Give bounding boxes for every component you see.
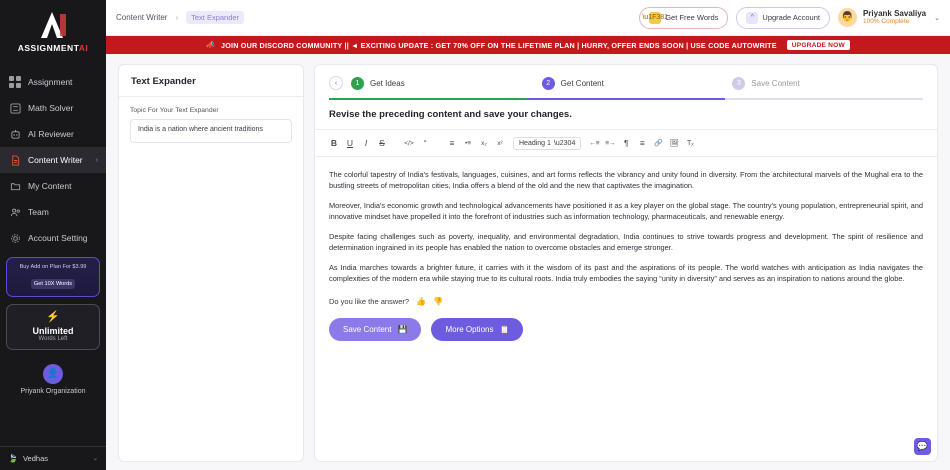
robot-icon bbox=[9, 128, 21, 140]
leaf-icon: 🍃 bbox=[8, 454, 18, 463]
step-indicator bbox=[315, 65, 937, 90]
logo[interactable] bbox=[0, 0, 106, 61]
promo-banner[interactable] bbox=[106, 36, 950, 54]
chevron-down-icon: ⌄ bbox=[92, 456, 98, 462]
sidebar bbox=[0, 0, 106, 470]
paragraph: Despite facing challenges such as poverty, inequality, and environmental degradation, India continues to strive towards progress and development. The spirit of resilience and determination ingrained in its people has enabled the nation to overcome obstacles and emerge stronger. bbox=[329, 231, 923, 253]
panel-body bbox=[119, 97, 303, 153]
toolbar-separator bbox=[434, 136, 443, 150]
sidebar-item-label: Assignment bbox=[28, 77, 73, 87]
topbar-actions bbox=[639, 7, 940, 29]
user-name: Priyank Savaliya bbox=[862, 8, 927, 18]
paragraph: As India marches towards a brighter future, it carries with it the wisdom of its past and the aspirations of its people. The world watches with anticipation as India navigates the complexities of the modern era while staying true to its cultural roots. India truly embodies the saying “unity in diversity” and serves as an inspiration to nations around the globe. bbox=[329, 262, 923, 284]
get-free-words-label: Get Free Words bbox=[665, 13, 719, 22]
logo-text: ASSIGNMENTAI bbox=[17, 43, 89, 53]
step-label: Get Content bbox=[560, 78, 604, 88]
topbar bbox=[106, 0, 950, 36]
step-get-ideas[interactable] bbox=[351, 77, 542, 90]
people-icon bbox=[9, 206, 21, 218]
more-options-label: More Options bbox=[445, 324, 494, 334]
chevron-down-icon: \u2304 bbox=[553, 139, 576, 147]
save-content-button[interactable] bbox=[329, 318, 421, 341]
addon-promo-line1: Buy Add on Plan For $3.99 bbox=[19, 264, 87, 270]
workspace-switcher[interactable] bbox=[0, 446, 106, 470]
align-center-icon[interactable]: ≡ bbox=[639, 138, 645, 148]
chevron-right-icon: › bbox=[95, 156, 98, 164]
panel-title: Text Expander bbox=[131, 76, 196, 87]
editor-toolbar bbox=[315, 130, 937, 157]
promo-banner-text: JOIN OUR DISCORD COMMUNITY || ◄ EXCITING UPDATE : GET 70% OFF ON THE LIFETIME PLAN | HURRY, OFFER ENDS SOON | USE CODE AUTOWRITE bbox=[221, 40, 777, 50]
logo-mark-icon bbox=[30, 10, 76, 40]
workspace-label: Vedhas bbox=[22, 454, 48, 463]
sidebar-item-account-setting[interactable] bbox=[0, 225, 106, 251]
gear-icon bbox=[9, 232, 21, 244]
content-area bbox=[106, 54, 950, 470]
link-icon[interactable]: 🔗 bbox=[653, 140, 663, 147]
breadcrumb-current: Text Expander bbox=[186, 11, 244, 24]
underline-icon[interactable]: U bbox=[346, 138, 354, 148]
rocket-icon: ^ bbox=[746, 12, 758, 24]
editor-document[interactable] bbox=[315, 157, 937, 293]
addon-promo-cta: Get 10X Words bbox=[31, 279, 75, 289]
organization-avatar: 👤 bbox=[43, 364, 63, 384]
heading-select[interactable] bbox=[513, 137, 581, 150]
sidebar-item-label: Math Solver bbox=[28, 103, 74, 113]
more-options-button[interactable] bbox=[431, 318, 523, 341]
document-icon bbox=[9, 154, 21, 166]
lightning-icon: ⚡ bbox=[46, 310, 60, 323]
editor-actions bbox=[315, 306, 937, 355]
thumb-down-icon[interactable]: 👎 bbox=[433, 296, 443, 306]
step-get-content[interactable] bbox=[542, 77, 733, 90]
calculator-icon bbox=[9, 102, 21, 114]
words-left-card bbox=[6, 304, 100, 350]
step-number: 3 bbox=[732, 77, 745, 90]
sidebar-item-label: Team bbox=[28, 207, 49, 217]
italic-icon[interactable]: I bbox=[364, 138, 368, 148]
text-expander-panel bbox=[118, 64, 304, 462]
sidebar-item-label: AI Reviewer bbox=[28, 129, 74, 139]
avatar: 👨 bbox=[838, 8, 857, 27]
strikethrough-icon[interactable]: S bbox=[379, 138, 385, 148]
organization-name: Priyank Organization bbox=[20, 387, 86, 395]
user-status: 100% Complete bbox=[862, 18, 910, 26]
upgrade-account-button[interactable] bbox=[736, 7, 830, 29]
thumb-up-icon[interactable]: 👍 bbox=[416, 296, 427, 306]
words-left-amount: Unlimited bbox=[32, 325, 74, 336]
superscript-icon[interactable]: x² bbox=[497, 139, 503, 147]
editor-title: Revise the preceding content and save your changes. bbox=[329, 109, 572, 120]
sidebar-item-label: Account Setting bbox=[28, 233, 88, 243]
bullet-list-icon[interactable]: •≡ bbox=[464, 139, 472, 147]
sidebar-item-my-content[interactable] bbox=[0, 173, 106, 199]
paragraph: The colorful tapestry of India's festivals, languages, cuisines, and art forms reflects the vibrancy and unity found in diversity. From the architectural marvels of the Mughal era to the bustling streets of metropolitan cities, India offers a blend of the old and the new that captivates the imagination. bbox=[329, 170, 923, 191]
megaphone-icon: 📣 bbox=[206, 42, 216, 49]
ordered-list-icon[interactable]: ≡ bbox=[449, 138, 455, 148]
sidebar-item-label: Content Writer bbox=[28, 155, 83, 165]
organization-block[interactable] bbox=[0, 364, 106, 395]
gift-icon: \u1F381 bbox=[649, 12, 661, 24]
sidebar-item-math-solver[interactable] bbox=[0, 95, 106, 121]
code-icon[interactable]: </> bbox=[404, 139, 414, 147]
paragraph: Moreover, India's economic growth and technological advancements have positioned it as a key player on the global stage. The country's young population, entrepreneurial spirit, and innovative mindset have propelled it into the forefront of industries such as information technology, pharmaceuticals, and renewable energy. bbox=[329, 200, 923, 222]
sidebar-item-team[interactable] bbox=[0, 199, 106, 225]
step-label: Get Ideas bbox=[370, 78, 405, 88]
clipboard-icon: 📋 bbox=[499, 324, 510, 334]
heading-select-value: Heading 1 bbox=[519, 139, 551, 147]
save-content-label: Save Content bbox=[343, 324, 392, 334]
step-number: 1 bbox=[351, 77, 364, 90]
image-icon[interactable]: 🖼 bbox=[669, 140, 679, 147]
chevron-down-icon: ⌄ bbox=[934, 14, 940, 22]
grid-icon bbox=[9, 76, 21, 88]
subscript-icon[interactable]: x₂ bbox=[481, 139, 487, 147]
back-button[interactable]: ‹ bbox=[329, 76, 343, 90]
sidebar-nav bbox=[0, 69, 106, 251]
user-menu[interactable] bbox=[838, 8, 940, 27]
breadcrumb-root[interactable]: Content Writer bbox=[116, 13, 168, 22]
bold-icon[interactable]: B bbox=[330, 138, 338, 148]
toolbar-separator bbox=[391, 136, 400, 150]
get-free-words-button[interactable] bbox=[639, 7, 728, 29]
feedback-row bbox=[315, 293, 937, 306]
editor-card bbox=[314, 64, 938, 462]
paragraph-icon[interactable]: ¶ bbox=[624, 138, 629, 148]
feedback-question: Do you like the answer? bbox=[329, 296, 410, 306]
topic-field-label: Topic For Your Text Expander bbox=[130, 107, 219, 114]
topic-input[interactable]: India is a nation where ancient traditions bbox=[130, 119, 292, 143]
main-area bbox=[106, 0, 950, 470]
sidebar-item-assignment[interactable] bbox=[0, 69, 106, 95]
save-icon: 💾 bbox=[397, 324, 408, 334]
addon-promo-card[interactable] bbox=[6, 257, 100, 297]
sidebar-item-label: My Content bbox=[28, 181, 72, 191]
step-save-content[interactable] bbox=[732, 77, 923, 90]
step-label: Save Content bbox=[751, 78, 800, 88]
folder-icon bbox=[9, 180, 21, 192]
clear-format-icon[interactable]: Tₓ bbox=[687, 139, 694, 147]
sidebar-item-ai-reviewer[interactable] bbox=[0, 121, 106, 147]
sidebar-item-content-writer[interactable] bbox=[0, 147, 106, 173]
align-right-icon[interactable]: ≡→ bbox=[605, 139, 616, 147]
align-left-icon[interactable]: ←≡ bbox=[589, 139, 600, 147]
upgrade-account-label: Upgrade Account bbox=[762, 13, 820, 22]
words-left-unit: Words Left bbox=[38, 335, 68, 342]
step-number: 2 bbox=[542, 77, 555, 90]
chat-icon[interactable]: 💬 bbox=[914, 438, 931, 455]
quote-icon[interactable]: “ bbox=[423, 138, 427, 148]
breadcrumb-separator-icon: › bbox=[175, 13, 179, 22]
banner-upgrade-button[interactable]: UPGRADE NOW bbox=[787, 40, 850, 50]
